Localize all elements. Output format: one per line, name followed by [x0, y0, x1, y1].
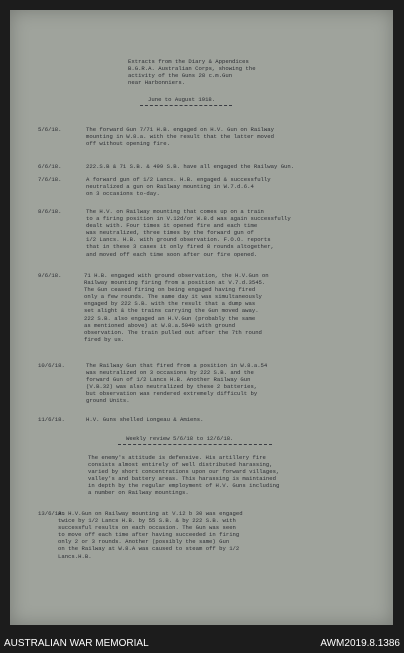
weekly-line: valley's and battery areas. This harassing is maintained	[88, 475, 276, 483]
header-line: Extracts from the Diary & Appendices	[128, 58, 249, 65]
entry-date: 8/6/18.	[38, 208, 62, 215]
archive-footer	[0, 634, 404, 653]
header-line: near Harbonniers.	[128, 79, 186, 87]
entry-line: was neutralized on 3 occasions by 222 S.B. and the	[86, 369, 254, 377]
entry-line: and moved off each time soon after our fire opened.	[86, 250, 258, 258]
entry-date: 7/6/18.	[38, 176, 62, 183]
entry-date: 9/6/18.	[38, 272, 62, 279]
entry-line: Railway mounting firing from a position at V.7.d.3545.	[84, 279, 266, 287]
entry-line: 71 H.B. engaged with ground observation, the H.V.Gun on	[84, 272, 269, 279]
document-header	[128, 58, 368, 86]
entry-date: 5/6/18.	[38, 126, 62, 133]
entry-line: The H.V. on Railway mounting that comes up on a train	[86, 208, 264, 215]
weekly-line: consists almost entirely of well distributed harassing,	[88, 461, 273, 469]
archive-name: AUSTRALIAN WAR MEMORIAL	[4, 638, 149, 649]
entry-body	[86, 362, 391, 405]
entry-date: 10/6/18.	[38, 362, 65, 369]
entry-line: forward Gun of 1/2 Lancs H.B. Another Railway Gun	[86, 376, 251, 384]
entry-line: (V.B.32) was also neutralized by these 2 batteries,	[86, 383, 258, 391]
entry-body	[86, 176, 391, 197]
entry-line: but observation was rendered extremely difficult by	[86, 390, 258, 398]
entry-line: that in these 3 cases it only fired 8 rounds altogether,	[86, 243, 274, 251]
entry-line: twice by 1/2 Lancs H.B. by 55 S.B. & by 222 S.B. with	[58, 517, 236, 525]
entry-line: on 3 occasions to-day.	[86, 190, 160, 198]
weekly-line: a number on Railway mountings.	[88, 489, 189, 497]
entry-line: was neutralized, three times by the forward gun of	[86, 229, 254, 237]
entry-line: off without opening fire.	[86, 140, 170, 148]
archive-reference: AWM2019.8.1386	[320, 638, 400, 649]
weekly-review-underline	[118, 444, 272, 445]
entry-date: 6/6/18.	[38, 163, 62, 170]
entry-line: The forward Gun 7/71 H.B. engaged on H.V. Gun on Railway	[86, 126, 274, 133]
entry-line: mounting in W.8.a. with the result that the latter moved	[86, 133, 274, 141]
entry-line: A forward gun of 1/2 Lancs. H.B. engaged & successfully	[86, 176, 271, 183]
entry-line: successful results on each occasion. The Gun was seen	[58, 524, 236, 532]
entry-line: to a firing position in V.12d/or W.8.d was again successfully	[86, 215, 291, 223]
entry-line: dealt with. Four times it opened fire and each time	[86, 222, 258, 230]
header-line: activity of the Guns 28 c.m.Gun	[128, 72, 233, 80]
document-page	[10, 10, 393, 625]
entry-line: set alight & the trains carrying the Gun moved away.	[84, 307, 259, 315]
entry-line: 222.S.B & 71 S.B. & 499 S.B. have all engaged the Railway Gun.	[86, 163, 295, 170]
entry-line: only a few rounds. The same day it was simultaneously	[84, 293, 262, 301]
entry-line: H.V. Guns shelled Longeau & Amiens.	[86, 416, 204, 423]
entry-line: ground Units.	[86, 397, 130, 405]
entry-body	[86, 416, 391, 423]
entry-line: 222 S.B. also engaged an H.V.Gun (probably the same	[84, 314, 256, 322]
header-line: B.G.R.A. Australian Corps, showing the	[128, 65, 256, 73]
entry-line: engaged by 222 S.B. with the result that a dump was	[84, 300, 256, 308]
weekly-review-title: Weekly review 5/6/18 to 12/6/18.	[126, 435, 234, 442]
entry-date: 11/6/18.	[38, 416, 65, 423]
period-underline	[140, 105, 232, 106]
entry-line: as mentioned above) at W.8.a.5040 with ground	[84, 321, 236, 329]
entry-line: observation. The train pulled out after the 7th round	[84, 328, 262, 336]
weekly-review-paragraph	[88, 454, 388, 497]
entry-body	[86, 126, 391, 147]
entry-date: 13/6/18.	[38, 510, 65, 517]
entry-line: An H.V.Gun on Railway mounting at V.12 b 30 was engaged	[58, 510, 243, 517]
entry-line: Lancs.H.B.	[58, 552, 92, 560]
entry-line: to move off each time after having succeeded in firing	[58, 531, 240, 539]
weekly-line: The enemy's attitude is defensive. His artillery fire	[88, 454, 266, 461]
entry-line: 1/2 Lancs. H.B. with ground observation. F.O.O. reports	[86, 236, 271, 244]
entry-line: neutralized a gun on Railway mounting in W.7.d.6.4	[86, 183, 254, 191]
entry-line: only 2 or 3 rounds. Another (possibly the same) Gun	[58, 538, 230, 546]
period-title: June to August 1918.	[148, 96, 216, 103]
entry-body	[86, 208, 391, 258]
entry-line: The Railway Gun that fired from a position in W.8.a.54	[86, 362, 268, 369]
weekly-line: in depth by the regular employment of H.V. Guns including	[88, 482, 280, 490]
entry-line: The Gun ceased firing on being engaged having fired	[84, 286, 256, 294]
entry-body	[58, 510, 363, 560]
entry-body	[86, 163, 391, 170]
entry-body	[84, 272, 389, 343]
entry-line: fired by us.	[84, 335, 125, 343]
entry-line: on the Railway at W.8.A was caused to steam off by 1/2	[58, 545, 240, 553]
weekly-line: varied by short concentrations upon our forward villages,	[88, 468, 280, 476]
